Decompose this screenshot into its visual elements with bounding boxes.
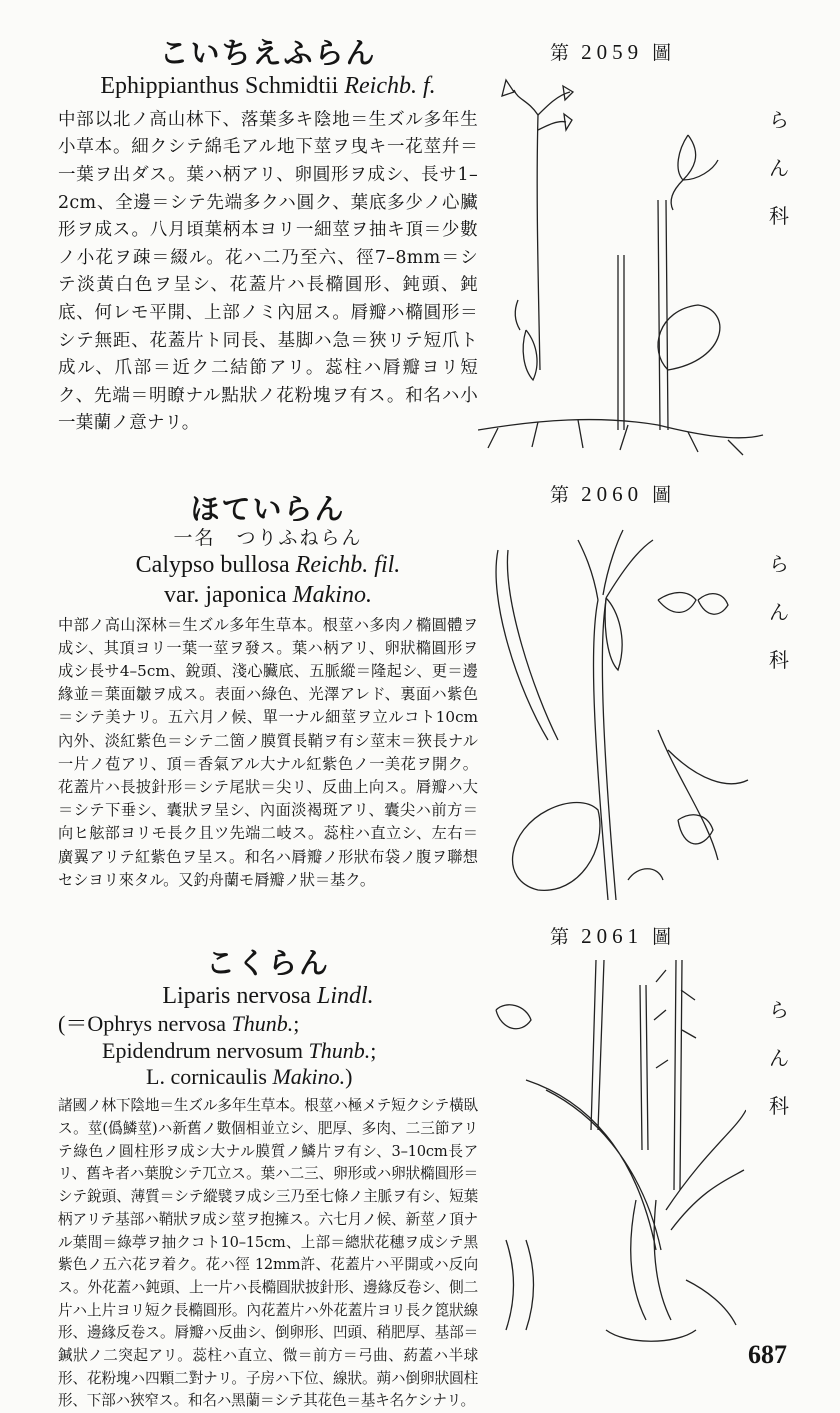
family-label [768, 986, 790, 1130]
scientific-name: Liparis nervosa [162, 982, 311, 1009]
family-label [768, 96, 790, 240]
japanese-name: こくらん [205, 946, 330, 980]
synonym-suffix: ) [345, 1064, 353, 1090]
figure-label [550, 38, 674, 65]
entry-kokuran [58, 946, 478, 1413]
author-citation: Lindl. [316, 982, 374, 1009]
synonym-line [58, 1038, 478, 1065]
variety-line [58, 580, 478, 610]
japanese-name: こいちえふらん [159, 36, 377, 70]
figure-suffix: 圖 [652, 484, 675, 506]
variety-name: var. japonica [164, 581, 287, 608]
page-number: 687 [748, 1340, 787, 1369]
synonym-author: Thunb. [308, 1037, 371, 1063]
synonym-suffix: ; [370, 1037, 377, 1063]
entry-koichiyouran [58, 36, 478, 438]
japanese-name: ほていらん [190, 492, 346, 526]
orchid-illustration-2060 [478, 510, 768, 910]
family-char: ん [769, 156, 789, 180]
family-char: 科 [769, 1094, 789, 1118]
family-char: ら [769, 552, 789, 576]
author-citation: Reichb. f. [344, 72, 436, 99]
family-label [768, 540, 790, 684]
scientific-name: Calypso bullosa [135, 551, 290, 578]
family-char: ら [769, 108, 789, 132]
alternate-name: 一名 つりふねらん [173, 526, 363, 549]
figure-label [550, 480, 674, 507]
figure-number: 2059 [581, 40, 644, 64]
description: 諸國ノ林下陰地＝生ズル多年生草本。根莖ハ極メテ短クシテ橫臥ス。莖(僞鱗莖)ハ新舊ノ數個相並立シ、肥厚、多肉、二三節アリテ綠色ノ圓柱形ヲ成シ大ナル膜質ノ鱗片ヲ有シ、3–10cm長アリ、舊キ者ハ葉脫シテ兀立ス。葉ハ二三、卵形或ハ卵狀橢圓形＝シテ銳頭、薄質＝シテ縱襞ヲ成シ三乃至七條ノ主脈ヲ有シ、短葉柄アリテ基部ハ鞘狀ヲ成シ莖ヲ抱擁ス。六七月ノ候、新莖ノ頂ナル葉間＝綠葶ヲ抽クコト10–15cm、上部＝總狀花穗ヲ成シテ黑紫色ノ五六花ヲ着ク。花ハ徑 12mm許、花蓋片ハ平開或ハ反向ス。外花蓋ハ鈍頭、上一片ハ長橢圓狀披針形、邊緣反卷シ、側二片ハ上片ヨリ短ク長橢圓形。內花蓋片ハ外花蓋片ヨリ長ク箆狀線形、邊緣反卷ス。脣瓣ハ反曲シ、倒卵形、凹頭、稍肥厚、基部＝鍼狀ノ二突起アリ。蕊柱ハ直立、微＝前方＝弓曲、葯蓋ハ半球形、花粉塊ハ四顆二對ナリ。子房ハ下位、線狀。蒴ハ倒卵狀圓柱形、下部ハ狹窄ス。和名ハ黑蘭＝シテ其花色＝基キ名ケシナリ。 [58, 1097, 478, 1410]
synonym-name: L. cornicaulis [146, 1064, 267, 1090]
author-citation: Reichb. fil. [295, 551, 401, 578]
description: 中部以北ノ高山林下、落葉多キ陰地＝生ズル多年生小草本。細クシテ綿毛アル地下莖ヲ曳キ一花莖幷＝一葉ヲ出ダス。葉ハ柄アリ、卵圓形ヲ成シ、長サ1–2cm、全邊＝シテ先端多クハ圓ク、葉底多少ノ心臟形ヲ成ス。八月頃葉柄本ヨリ一細莖ヲ抽キ頂＝少數ノ小花ヲ疎＝綴ル。花ハ二乃至六、徑7–8mm＝シテ淡黃白色ヲ呈シ、花蓋片ハ長橢圓形、鈍頭、鈍底、何レモ平開、上部ノミ內屈ス。脣瓣ハ橢圓形＝シテ無距、花蓋片ト同長、基脚ハ急＝狹リテ短爪ト成ル、爪部＝近ク二結節アリ。蕊柱ハ脣瓣ヨリ短ク、先端＝明瞭ナル點狀ノ花粉塊ヲ有ス。和名ハ小一葉蘭ノ意ナリ。 [58, 109, 478, 434]
family-char: ん [769, 1046, 789, 1070]
synonym-author: Thunb. [231, 1010, 294, 1036]
family-char: 科 [769, 204, 789, 228]
synonym-prefix: (＝ [58, 1010, 88, 1036]
synonym-author: Makino. [272, 1064, 346, 1090]
synonym-line [58, 1011, 478, 1038]
family-char: 科 [769, 648, 789, 672]
figure-number: 2061 [581, 924, 644, 948]
entry-hoteiran [58, 492, 478, 892]
family-char: ん [769, 600, 789, 624]
orchid-illustration-2061 [486, 950, 746, 1350]
orchid-illustration-2059 [478, 70, 768, 460]
scientific-name-line [58, 550, 478, 580]
figure-label [550, 922, 674, 949]
synonym-suffix: ; [293, 1010, 300, 1036]
synonym-line [58, 1064, 478, 1091]
description: 中部ノ高山深林＝生ズル多年生草本。根莖ハ多肉ノ橢圓體ヲ成シ、其頂ヨリ一葉一莖ヲ發ス。葉ハ柄アリ、卵狀橢圓形ヲ成シ長サ4–5cm、銳頭、淺心臟底、五脈縱＝隆起シ、更＝邊緣並＝葉面皺ヲ成ス。表面ハ綠色、光澤アレド、裏面ハ紫色＝シテ美ナリ。五六月ノ候、單一ナル細莖ヲ立ルコト10cm內外、淡紅紫色＝シテ二箇ノ膜質長鞘ヲ有シ莖末＝狹長ナル一片ノ苞アリ、頂＝香氣アル大ナル紅紫色ノ一美花ヲ開ク。花蓋片ハ長披針形＝シテ尾狀＝尖リ、反曲上向ス。脣瓣ハ大＝シテ下垂シ、囊狀ヲ呈シ、內面淡褐斑アリ、囊尖ハ前方＝向ヒ舷部ヨリモ長ク且ツ先端二岐ス。蕊柱ハ直立シ、左右＝廣翼アリテ紅紫色ヲ呈ス。和名ハ脣瓣ノ形狀布袋ノ腹ヲ聯想セシヨリ來タル。又釣舟蘭モ脣瓣ノ狀＝基ク。 [58, 615, 478, 889]
scientific-name: Ephippianthus Schmidtii [100, 72, 339, 99]
figure-prefix: 第 [550, 926, 573, 948]
figure-suffix: 圖 [652, 42, 675, 64]
scientific-name-line [58, 71, 478, 101]
synonym-name: Epidendrum nervosum [102, 1037, 304, 1063]
figure-number: 2060 [581, 482, 644, 506]
figure-prefix: 第 [550, 484, 573, 506]
author-citation: Makino. [292, 581, 372, 608]
figure-suffix: 圖 [652, 926, 675, 948]
scientific-name-line [58, 981, 478, 1011]
figure-prefix: 第 [550, 42, 573, 64]
synonym-name: Ophrys nervosa [87, 1010, 227, 1036]
family-char: ら [769, 998, 789, 1022]
